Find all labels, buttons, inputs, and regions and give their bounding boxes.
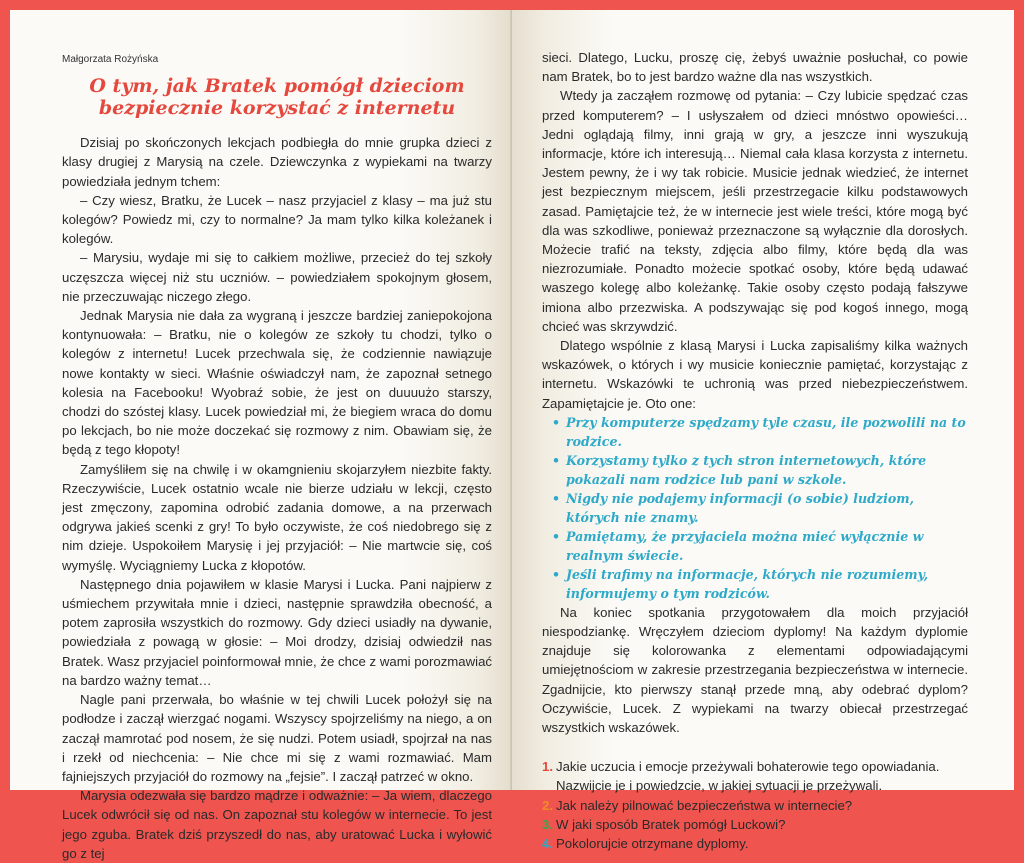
- question-item: 1. Jakie uczucia i emocje przeżywali bohaterowie tego opowiadania. Nazwijcie je i powiedzcie, w jakiej sytuacji je przeżywali.: [542, 759, 940, 794]
- title-line-2: bezpiecznie korzystać z internetu: [98, 97, 456, 120]
- question-number: 2.: [542, 797, 553, 813]
- bullet-icon: •: [552, 566, 561, 582]
- question-number: 4.: [542, 836, 553, 852]
- paragraph: Wtedy ja zacząłem rozmowę od pytania: – Czy lubicie spędzać czas przed komputerem? – I usłyszałem od dzieci mnóstwo opowieści… Jedni oglądają filmy, inni grają w gry, a jeszcze inni wyszukują informacje, które ich interesują… Niemal cała klasa korzysta z internetu. Jestem pewny, że i wy tak robicie. Musicie jednak wiedzieć, że internet jest bezpiecznym miejscem, jeśli przestrzegacie kilku podstawowych zasad. Pamiętajcie też, że w internecie jest wiele treści, które mogą być dla was szkodliwe, ponieważ przeznaczone są wyłącznie dla dorosłych. Możecie trafić na teksty, zdjęcia albo filmy, które będą dla was niezrozumiałe. Ponadto możecie spotkać osoby, które będą udawać waszego kolegę albo koleżankę. Takie osoby często podają fałszywe imiona albo przezwiska. A podszywając się pod kogoś innego, mogą chcieć was skrzywdzić.: [542, 88, 968, 334]
- rule-item: • Nigdy nie podajemy informacji (o sobie) ludziom, których nie znamy.: [552, 490, 914, 525]
- author-name: Małgorzata Rożyńska: [62, 54, 159, 65]
- rule-item: • Korzystamy tylko z tych stron internetowych, które pokazali nam rodzice lub pani w szkole.: [552, 452, 927, 487]
- question-item: 3. W jaki sposób Bratek pomógł Luckowi?: [542, 815, 968, 834]
- paragraph: Zamyśliłem się na chwilę i w okamgnieniu skojarzyłem niezbite fakty. Rzeczywiście, Lucek ostatnio wcale nie bierze udziału w lekcji, często jest zmęczony, zapomina odrobić zadania domowe, a na przerwach odgrywa jakieś scenki z gry! To było oczywiste, że coś niedobrego się z nim dzieje. Uspokoiłem Marysię i jej przyjaciół: – Nie martwcie się, coś wymyślę. Wyciągniemy Lucka z kłopotów.: [62, 461, 492, 573]
- safety-rules-list: [542, 413, 968, 603]
- paragraph: Na koniec spotkania przygotowałem dla moich przyjaciół niespodziankę. Wręczyłem dzieciom dyplomy! Na każdym dyplomie znajduje się kolorowanka z elementami odpowiadającymi umiejętnościom w zakresie przestrzegania bezpieczeństwa w internecie. Zgadnijcie, kto pierwszy stanął przede mną, aby odebrać dyplom? Oczywiście, Lucek. Z wypiekami na twarzy obiecał przestrzegać wszystkich wskazówek.: [542, 604, 968, 736]
- bullet-icon: •: [552, 490, 561, 506]
- paragraph: Marysia odezwała się bardzo mądrze i odważnie: – Ja wiem, dlaczego Lucek odwrócił się od nas. On zapoznał stu kolegów w internecie. To jest jego zguba. Bratek dziś przyszedł do nas, aby uratować Lucka i wyłowić go z tej: [62, 788, 492, 861]
- story-title: [62, 75, 492, 119]
- bullet-icon: •: [552, 528, 561, 544]
- right-page: [512, 10, 1014, 852]
- paragraph: – Marysiu, wydaje mi się to całkiem możliwe, przecież do tej szkoły uczęszcza więcej niż stu uczniów. – powiedziałem spokojnym głosem, nie przeczuwając niczego złego.: [62, 250, 492, 304]
- paragraph: – Czy wiesz, Bratku, że Lucek – nasz przyjaciel z klasy – ma już stu kolegów? Powiedz mi, czy to normalne? Ja mam tylko kilka koleżanek i kolegów.: [62, 192, 492, 247]
- rule-item: • Pamiętamy, że przyjaciela można mieć wyłącznie w realnym świecie.: [552, 528, 924, 563]
- paragraph: Dzisiaj po skończonych lekcjach podbiegła do mnie grupka dzieci z klasy drugiej z Marysią na czele. Dziewczynka z wypiekami na twarzy powiedziała jednym tchem:: [62, 135, 492, 189]
- left-page: [10, 10, 512, 861]
- bullet-icon: •: [552, 414, 561, 430]
- paragraph: Następnego dnia pojawiłem w klasie Marysi i Lucka. Pani najpierw z uśmiechem przywitała mnie i dzieci, następnie sprawdziła obecność, a potem zaprosiła wszystkich do rozmowy. Gdy dzieci usiadły na dywanie, powiedziała z powagą w głosie: – Moi drodzy, dzisiaj odwiedził nas Bratek. Wasz przyjaciel poinformował mnie, że chce z wami porozmawiać na bardzo ważny temat…: [62, 576, 492, 688]
- paragraph-continued: sieci. Dlatego, Lucku, proszę cię, żebyś uważnie posłuchał, co powie nam Bratek, bo to jest bardzo ważne dla nas wszystkich.: [542, 50, 968, 85]
- rule-item: • Jeśli trafimy na informacje, których nie rozumiemy, informujemy o tym rodziców.: [552, 566, 929, 601]
- question-number: 3.: [542, 816, 553, 832]
- paragraph: Jednak Marysia nie dała za wygraną i jeszcze bardziej zaniepokojona kontynuowała: – Bratku, nie o kolegów ze szkoły tu chodzi, tylko o kolegów z internetu! Lucek przechwala się, że codziennie nawiązuje nowe kontakty w sieci. Właśnie oświadczył nam, że zapoznał setnego kolesia na Facebooku! Wyobraź sobie, że jest on duuuużo starszy, chodzi do szóstej klasy. Lucek powiedział mi, że biegiem wraca do domu po lekcjach, bo nie może doczekać się rozmowy z nim. Obawiam się, że będą z tego kłopoty!: [62, 308, 492, 458]
- book-spread: [10, 10, 1014, 861]
- question-item: 2. Jak należy pilnować bezpieczeństwa w internecie?: [542, 796, 968, 815]
- question-item: 4. Pokolorujcie otrzymane dyplomy.: [542, 834, 968, 853]
- paragraph: Dlatego wspólnie z klasą Marysi i Lucka zapisaliśmy kilka ważnych wskazówek, o których i wy musicie koniecznie pamiętać, korzystając z internetu. Wskazówki te uchronią was przed niebezpieczeństwem. Zapamiętajcie je. Oto one:: [542, 338, 968, 411]
- questions-list: [542, 757, 968, 853]
- bullet-icon: •: [552, 452, 561, 468]
- rule-item: • Przy komputerze spędzamy tyle czasu, ile pozwolili na to rodzice.: [552, 414, 966, 449]
- title-line-1: O tym, jak Bratek pomógł dzieciom: [89, 75, 465, 98]
- question-number: 1.: [542, 759, 553, 775]
- paragraph: Nagle pani przerwała, bo właśnie w tej chwili Lucek położył się na podłodze i zaczął wierzgać nogami. Wszyscy spojrzeliśmy na niego, a on zaczął mamrotać pod nosem, że się nudzi. Potem usiadł, spojrzał na nas i rzekł od niechcenia: – Nie chce mi się z wami rozmawiać. Mam fajniejszych przyjaciół do rozmowy na „fejsie”. I zaczął patrzeć w okno.: [62, 692, 492, 784]
